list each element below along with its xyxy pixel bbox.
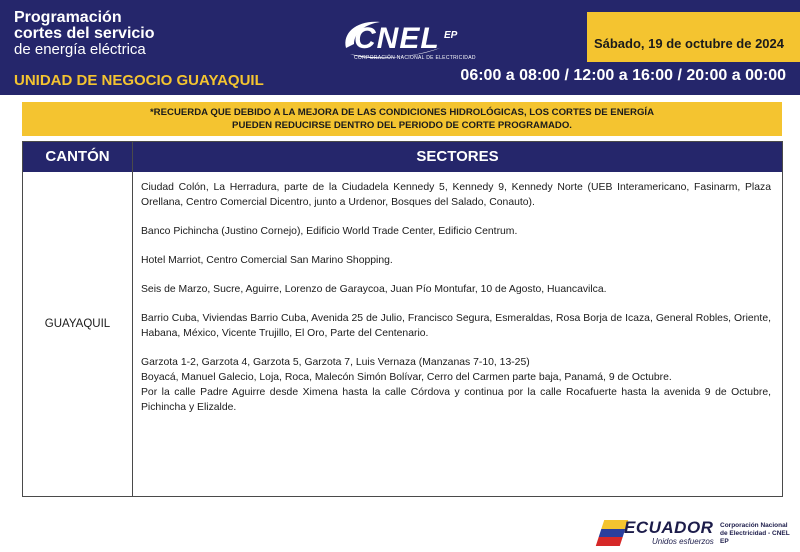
notice-line-1: *RECUERDA QUE DEBIDO A LA MEJORA DE LAS CONDICIONES HIDROLÓGICAS, LOS CORTES DE ENERGÍA [149, 107, 655, 118]
business-unit-label: UNIDAD DE NEGOCIO GUAYAQUIL [14, 72, 264, 89]
flag-stripe-red [596, 537, 623, 546]
sector-line: Barrio Cuba, Viviendas Barrio Cuba, Avenida 25 de Julio, Francisco Segura, Esmeraldas, Rosa Borja de Icaza, General Robles, Oriente, Habana, México, Vicente Trujillo, El Oro, Parte del Centenario. [141, 313, 771, 339]
sector-line: Banco Pichincha (Justino Cornejo), Edificio World Trade Center, Edificio Centrum. [141, 226, 518, 237]
sectores-header: SECTORES [416, 148, 499, 165]
sector-group [141, 311, 771, 341]
notice-banner [22, 102, 782, 136]
sector-line: Por la calle Padre Aguirre desde Ximena hasta la calle Córdova y continua por la calle Rocafuerte hasta la avenida 9 de Octubre, Pichincha y Elizalde. [141, 387, 771, 413]
ecuador-tagline: Unidos esfuerzos [652, 537, 714, 546]
sectors-cell [141, 180, 771, 429]
outage-hours: 06:00 a 08:00 / 12:00 a 16:00 / 20:00 a 00:00 [460, 67, 786, 84]
sector-group [141, 224, 771, 239]
footer-branding [600, 516, 790, 550]
notice-line-2: PUEDEN REDUCIRSE DENTRO DEL PERIODO DE CORTE PROGRAMADO. [232, 120, 572, 131]
table-header-row [23, 142, 782, 172]
canton-name: GUAYAQUIL [44, 318, 111, 330]
schedule-date: Sábado, 19 de octubre de 2024 [593, 36, 784, 51]
logo-subtitle: CORPORACIÓN NACIONAL DE ELECTRICIDAD [354, 55, 476, 61]
schedule-title [14, 10, 155, 58]
sector-line: Ciudad Colón, La Herradura, parte de la Ciudadela Kennedy 5, Kennedy 9, Kennedy Norte (UEB Interamericano, Fasinarm, Plaza Orellana, Centro Comercial Dicentro, junto a Urdenor, Bosques del Salado, Conauto). [141, 182, 771, 208]
logo-name: CNEL [354, 22, 440, 55]
ecuador-brand: ECUADOR [624, 518, 714, 537]
sector-line: Boyacá, Manuel Galecio, Loja, Roca, Malecón Simón Bolívar, Cerro del Carmen parte baja, Panamá, 9 de Octubre. [141, 372, 672, 383]
sector-line: Garzota 1-2, Garzota 4, Garzota 5, Garzota 7, Luis Vernaza (Manzanas 7-10, 13-25) [141, 357, 530, 368]
canton-header: CANTÓN [45, 148, 110, 165]
logo-suffix: EP [444, 30, 458, 41]
title-line-3: de energía eléctrica [14, 41, 146, 58]
sector-group [141, 253, 771, 268]
sector-group [141, 282, 771, 297]
sector-line: Seis de Marzo, Sucre, Aguirre, Lorenzo de Garaycoa, Juan Pío Montufar, 10 de Agosto, Huancavilca. [141, 284, 607, 295]
title-line-2: cortes del servicio [14, 25, 155, 42]
sectors-table [22, 141, 783, 497]
corporation-name: Corporación Nacional de Electricidad - CNEL EP [720, 522, 790, 545]
date-box [587, 12, 800, 62]
cnel-logo [340, 18, 480, 64]
title-line-1: Programación [14, 9, 122, 26]
column-divider [132, 142, 133, 496]
header-band [0, 0, 800, 95]
sector-group [141, 355, 771, 415]
sector-group [141, 180, 771, 210]
flag-stripe-blue [599, 529, 626, 538]
canton-cell [23, 172, 132, 496]
sector-line: Hotel Marriot, Centro Comercial San Marino Shopping. [141, 255, 393, 266]
